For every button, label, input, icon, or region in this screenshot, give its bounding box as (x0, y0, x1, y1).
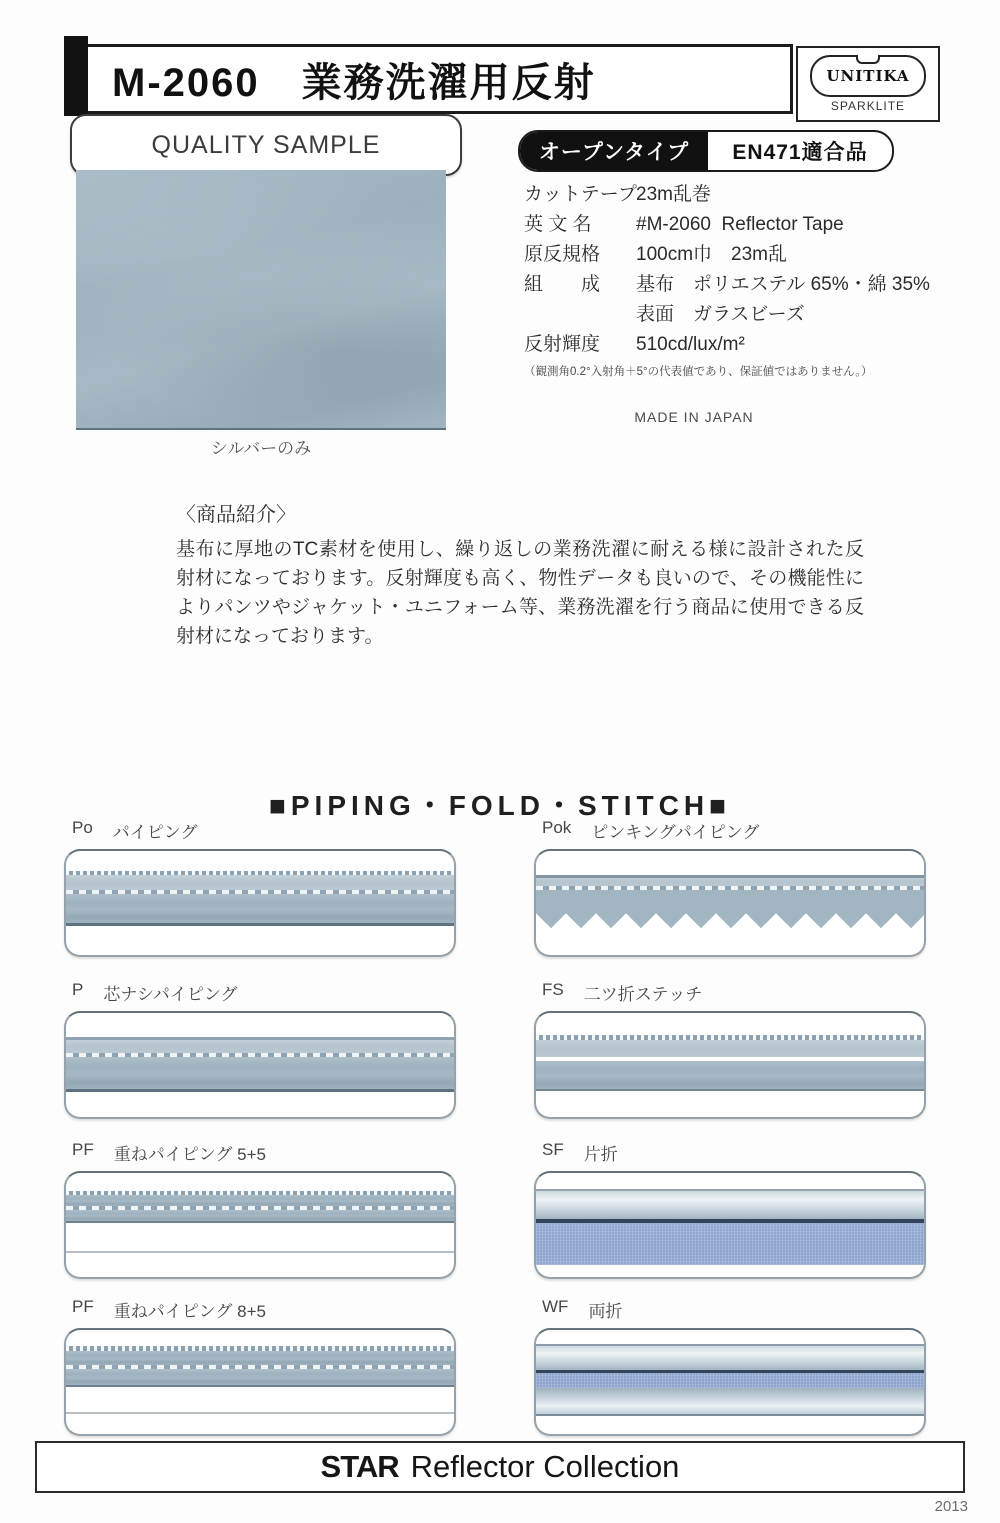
sample-code: Po (72, 818, 93, 837)
sample-code: PF (72, 1140, 94, 1159)
spec-value: 510cd/lux/m² (636, 334, 745, 355)
sample-label (542, 818, 926, 843)
header-title-box (88, 44, 793, 114)
tape-edge (536, 1089, 924, 1091)
tape-band (66, 1351, 454, 1365)
page-number: 2013 (934, 1498, 968, 1515)
tape-edge (66, 923, 454, 926)
spec-label: 組 成 (524, 274, 601, 295)
sample-code: P (72, 980, 84, 999)
type-badge-pill (518, 130, 894, 172)
tape-backing-band (536, 1223, 924, 1265)
tape-band (66, 875, 454, 890)
sample-label (72, 818, 456, 843)
sample-label (542, 980, 926, 1005)
made-in-japan: MADE IN JAPAN (634, 409, 754, 425)
spec-row (524, 210, 984, 240)
sample-name: 重ねパイピング 8+5 (113, 1302, 266, 1321)
sample-name: 芯ナシパイピング (103, 985, 238, 1004)
sample-po (64, 818, 456, 957)
sample-card (534, 849, 926, 957)
sample-card (64, 849, 456, 957)
tape-edge (66, 1089, 454, 1092)
logo-notch (856, 55, 880, 64)
sample-code: WF (542, 1297, 569, 1316)
spec-row (524, 300, 984, 330)
tape-band (66, 1195, 454, 1206)
sample-wf (534, 1297, 926, 1436)
sample-label (72, 1140, 456, 1165)
tape-band (66, 894, 454, 923)
spec-label (524, 300, 636, 330)
swatch-caption: シルバーのみ (210, 439, 312, 458)
spec-label: カットテープ (524, 184, 637, 205)
spec-value: 23m乱巻 (636, 184, 711, 205)
sample-name: 重ねパイピング 5+5 (113, 1145, 266, 1164)
page-title: M-2060 業務洗濯用反射 (112, 60, 596, 105)
sample-pf-5-5 (64, 1140, 456, 1279)
brand-name: UNITIKA (826, 67, 910, 85)
tape-underlay-edge (66, 1412, 454, 1414)
header-accent-bar (64, 36, 88, 116)
tape-band (536, 890, 924, 900)
spec-value: #M-2060 Reflector Tape (636, 214, 844, 235)
footer-brand-logo: STAR (320, 1449, 399, 1484)
spec-row (524, 180, 984, 210)
spec-label: 反射輝度 (524, 334, 601, 355)
sample-code: SF (542, 1140, 564, 1159)
tape-pinked-edge (536, 900, 924, 928)
sample-label (72, 980, 456, 1005)
sample-card (534, 1171, 926, 1279)
spec-disclaimer: （観測角0.2°入射角＋5°の代表値であり、保証値ではありません。） (524, 366, 873, 378)
sample-label (542, 1140, 926, 1165)
spec-label: 英 文 名 (524, 214, 592, 235)
intro-heading: 〈商品紹介〉 (176, 504, 296, 526)
tape-band (536, 1388, 924, 1414)
sample-name: 両折 (588, 1302, 623, 1321)
tape-band (536, 1191, 924, 1219)
sample-pok (534, 818, 926, 957)
intro-body: 基布に厚地のTC素材を使用し、繰り返しの業務洗濯に耐える様に設計された反射材になっております。反射輝度も高く、物性データも良いので、その機能性によりパンツやジャケット・ユニフォーム等、業務洗濯を行う商品に使用できる反射材になっております。 (176, 539, 864, 647)
tape-band (66, 1040, 454, 1053)
tape-backing-band (536, 1373, 924, 1388)
sample-name: ピンキングパイピング (591, 823, 760, 842)
spec-label: 原反規格 (524, 244, 601, 265)
brand-subtitle: SPARKLITE (830, 99, 906, 113)
sample-p (64, 980, 456, 1119)
spec-value: 表面 ガラスビーズ (636, 304, 805, 325)
sample-card (64, 1011, 456, 1119)
sample-card (64, 1328, 456, 1436)
footer-title: Reflector Collection (410, 1449, 680, 1484)
sample-name: パイピング (112, 823, 198, 842)
sample-name: 片折 (583, 1145, 618, 1164)
sample-sf (534, 1140, 926, 1279)
tape-edge (536, 1414, 924, 1416)
brand-logo-box (796, 46, 940, 122)
footer-banner (35, 1441, 965, 1493)
spec-row (524, 240, 984, 270)
sample-card (534, 1011, 926, 1119)
tape-band (66, 1210, 454, 1221)
en471-badge: EN471適合品 (732, 141, 868, 164)
spec-table (524, 180, 984, 425)
tape-underlay-edge (66, 1251, 454, 1253)
spec-value: 100cm巾 23m乱 (636, 244, 787, 265)
spec-value: 基布 ポリエステル 65%・綿 35% (636, 274, 930, 295)
quality-sample-tab (70, 114, 462, 176)
tape-band (536, 1346, 924, 1370)
fabric-swatch-image (76, 170, 446, 430)
sample-code: FS (542, 980, 564, 999)
tape-band (536, 1061, 924, 1089)
sample-code: PF (72, 1297, 94, 1316)
sample-label (72, 1297, 456, 1322)
sample-card (64, 1171, 456, 1279)
sample-name: 二ツ折ステッチ (583, 985, 703, 1004)
tape-band (536, 1040, 924, 1057)
sample-fs (534, 980, 926, 1119)
spec-row (524, 270, 984, 300)
sample-card (534, 1328, 926, 1436)
piping-section-title: ■PIPING・FOLD・STITCH■ (268, 790, 732, 821)
spec-row (524, 330, 984, 360)
tape-edge (66, 1385, 454, 1387)
tape-band (66, 1369, 454, 1385)
sample-pf-8-5 (64, 1297, 456, 1436)
sample-label (542, 1297, 926, 1322)
tape-band (66, 1057, 454, 1089)
sample-code: Pok (542, 818, 572, 837)
open-type-badge: オープンタイプ (520, 132, 708, 170)
unitika-logo-icon (810, 55, 926, 97)
product-intro (176, 498, 864, 651)
quality-sample-label: QUALITY SAMPLE (151, 130, 381, 159)
tape-edge (66, 1221, 454, 1223)
tape-band (536, 878, 924, 886)
